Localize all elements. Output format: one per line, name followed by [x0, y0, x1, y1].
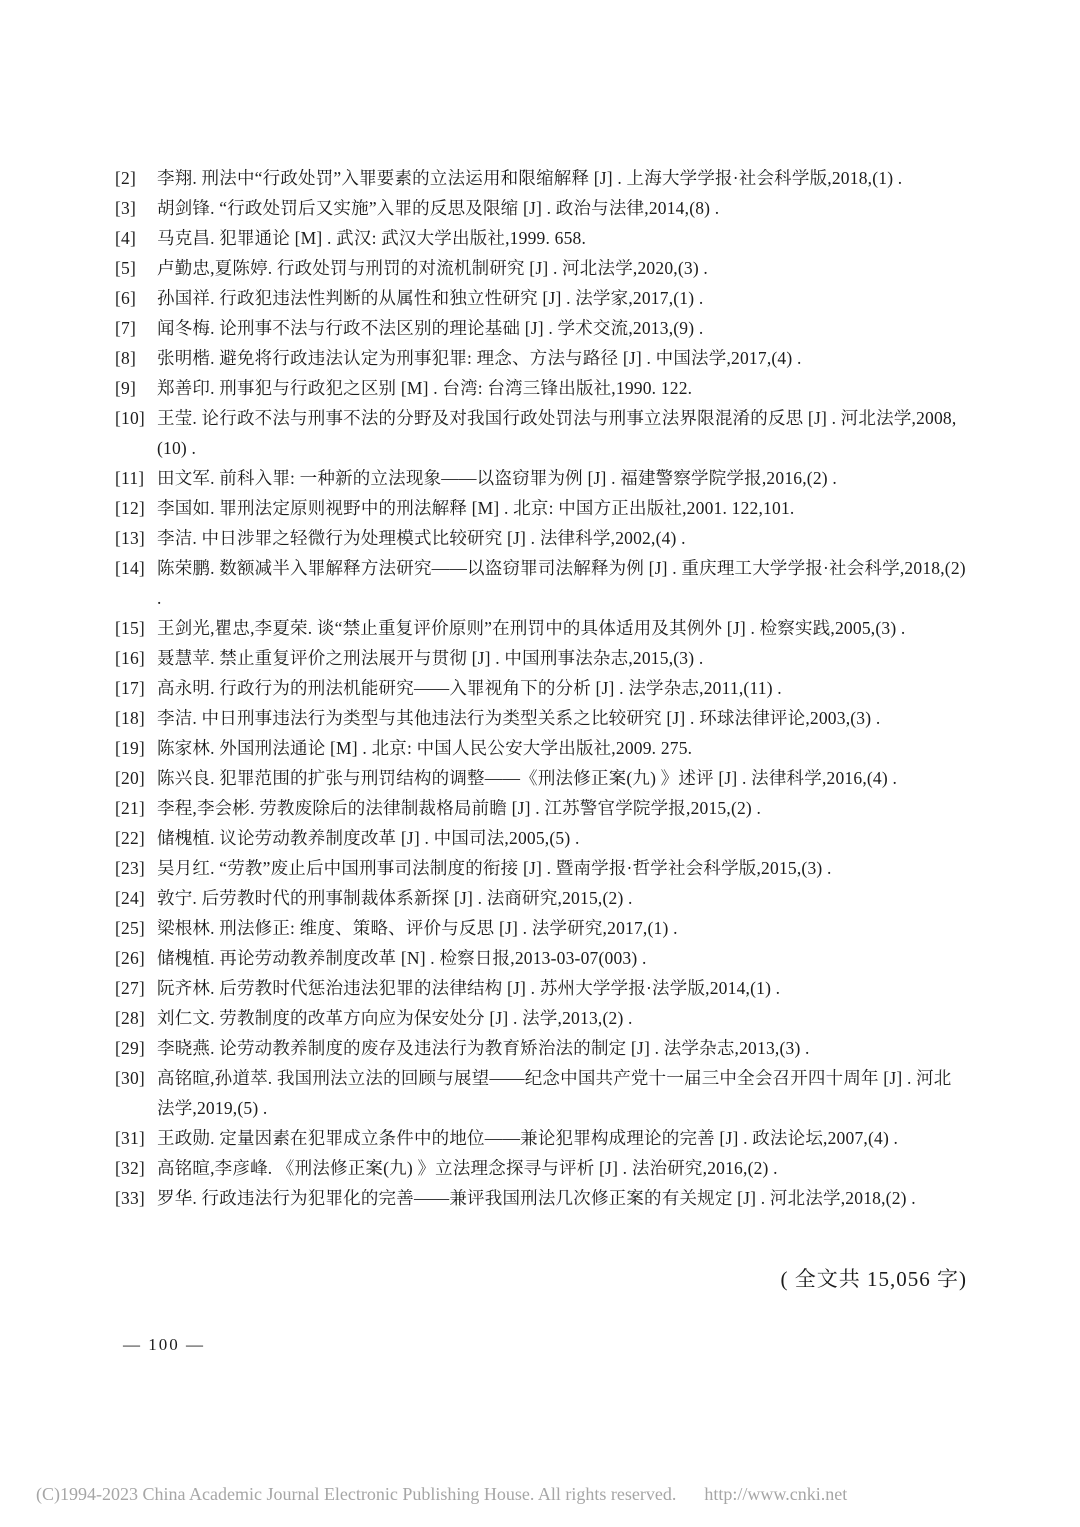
reference-text: 梁根林. 刑法修正: 维度、策略、评价与反思 [J] . 法学研究,2017,(1) . [157, 918, 678, 938]
reference-item [115, 913, 967, 943]
reference-number: [23] [115, 858, 145, 878]
reference-text: 李翔. 刑法中“行政处罚”入罪要素的立法运用和限缩解释 [J] . 上海大学学报·社会科学版,2018,(1) . [157, 168, 903, 188]
reference-text: 李洁. 中日刑事违法行为类型与其他违法行为类型关系之比较研究 [J] . 环球法律评论,2003,(3) . [157, 708, 881, 728]
reference-text: 高永明. 行政行为的刑法机能研究——入罪视角下的分析 [J] . 法学杂志,2011,(11) . [157, 678, 782, 698]
reference-text: 马克昌. 犯罪通论 [M] . 武汉: 武汉大学出版社,1999. 658. [157, 228, 587, 248]
reference-number: [6] [115, 288, 137, 308]
reference-text: 王莹. 论行政不法与刑事不法的分野及对我国行政处罚法与刑事立法界限混淆的反思 [J] . 河北法学,2008,(10) . [157, 408, 957, 458]
reference-item [115, 943, 967, 973]
reference-number: [13] [115, 528, 145, 548]
reference-number: [15] [115, 618, 145, 638]
reference-text: 储槐植. 议论劳动教养制度改革 [J] . 中国司法,2005,(5) . [157, 828, 580, 848]
reference-item [115, 733, 967, 763]
reference-number: [9] [115, 378, 137, 398]
reference-text: 王剑光,瞿忠,李夏荣. 谈“禁止重复评价原则”在刑罚中的具体适用及其例外 [J] . 检察实践,2005,(3) . [157, 618, 906, 638]
reference-number: [3] [115, 198, 137, 218]
cnki-footer [36, 1484, 1056, 1505]
reference-number: [27] [115, 978, 145, 998]
reference-text: 李晓燕. 论劳动教养制度的废存及违法行为教育矫治法的制定 [J] . 法学杂志,2013,(3) . [157, 1038, 810, 1058]
reference-text: 孙国祥. 行政犯违法性判断的从属性和独立性研究 [J] . 法学家,2017,(1) . [157, 288, 704, 308]
reference-item [115, 1033, 967, 1063]
reference-text: 田文军. 前科入罪: 一种新的立法现象——以盗窃罪为例 [J] . 福建警察学院学报,2016,(2) . [157, 468, 837, 488]
reference-number: [20] [115, 768, 145, 788]
reference-text: 高铭暄,李彦峰. 《刑法修正案(九) 》立法理念探寻与评析 [J] . 法治研究,2016,(2) . [157, 1158, 778, 1178]
reference-item [115, 313, 967, 343]
reference-number: [12] [115, 498, 145, 518]
reference-number: [19] [115, 738, 145, 758]
reference-number: [26] [115, 948, 145, 968]
reference-number: [16] [115, 648, 145, 668]
reference-number: [11] [115, 468, 145, 488]
reference-item [115, 523, 967, 553]
reference-number: [10] [115, 408, 145, 428]
reference-text: 吴月红. “劳教”废止后中国刑事司法制度的衔接 [J] . 暨南学报·哲学社会科学版,2015,(3) . [157, 858, 832, 878]
reference-number: [24] [115, 888, 145, 908]
reference-item [115, 553, 967, 613]
reference-number: [17] [115, 678, 145, 698]
reference-text: 陈荣鹏. 数额减半入罪解释方法研究——以盗窃罪司法解释为例 [J] . 重庆理工大学学报·社会科学,2018,(2) . [157, 558, 966, 608]
reference-number: [25] [115, 918, 145, 938]
reference-number: [14] [115, 558, 145, 578]
reference-number: [30] [115, 1068, 145, 1088]
reference-item [115, 1123, 967, 1153]
reference-number: [33] [115, 1188, 145, 1208]
reference-text: 胡剑锋. “行政处罚后又实施”入罪的反思及限缩 [J] . 政治与法律,2014,(8) . [157, 198, 720, 218]
reference-text: 张明楷. 避免将行政违法认定为刑事犯罪: 理念、方法与路径 [J] . 中国法学,2017,(4) . [157, 348, 802, 368]
cnki-url: http://www.cnki.net [704, 1484, 848, 1504]
reference-text: 敦宁. 后劳教时代的刑事制裁体系新探 [J] . 法商研究,2015,(2) . [157, 888, 633, 908]
reference-number: [28] [115, 1008, 145, 1028]
reference-text: 刘仁文. 劳教制度的改革方向应为保安处分 [J] . 法学,2013,(2) . [157, 1008, 633, 1028]
reference-number: [2] [115, 168, 137, 188]
reference-item [115, 1153, 967, 1183]
reference-item [115, 193, 967, 223]
reference-number: [32] [115, 1158, 145, 1178]
reference-number: [21] [115, 798, 145, 818]
reference-item [115, 1183, 967, 1213]
reference-item [115, 163, 967, 193]
references-section [115, 163, 967, 1355]
reference-item [115, 493, 967, 523]
reference-text: 李程,李会彬. 劳教废除后的法律制裁格局前瞻 [J] . 江苏警官学院学报,2015,(2) . [157, 798, 762, 818]
reference-item [115, 373, 967, 403]
page-number: — 100 — [123, 1335, 205, 1354]
reference-item [115, 973, 967, 1003]
reference-text: 王政勋. 定量因素在犯罪成立条件中的地位——兼论犯罪构成理论的完善 [J] . 政法论坛,2007,(4) . [157, 1128, 899, 1148]
word-count-note: ( 全文共 15,056 字) [780, 1267, 967, 1291]
reference-number: [5] [115, 258, 137, 278]
reference-text: 阮齐林. 后劳教时代惩治违法犯罪的法律结构 [J] . 苏州大学学报·法学版,2014,(1) . [157, 978, 781, 998]
reference-number: [31] [115, 1128, 145, 1148]
reference-list [115, 163, 967, 1213]
reference-text: 陈家林. 外国刑法通论 [M] . 北京: 中国人民公安大学出版社,2009. 275. [157, 738, 693, 758]
reference-item [115, 253, 967, 283]
reference-number: [18] [115, 708, 145, 728]
reference-number: [22] [115, 828, 145, 848]
reference-text: 储槐植. 再论劳动教养制度改革 [N] . 检察日报,2013-03-07(003) . [157, 948, 647, 968]
reference-text: 李国如. 罪刑法定原则视野中的刑法解释 [M] . 北京: 中国方正出版社,2001. 122,101. [157, 498, 795, 518]
reference-number: [29] [115, 1038, 145, 1058]
reference-text: 李洁. 中日涉罪之轻微行为处理模式比较研究 [J] . 法律科学,2002,(4) . [157, 528, 686, 548]
reference-item [115, 763, 967, 793]
reference-item [115, 343, 967, 373]
reference-text: 陈兴良. 犯罪范围的扩张与刑罚结构的调整——《刑法修正案(九) 》述评 [J] . 法律科学,2016,(4) . [157, 768, 898, 788]
reference-text: 闻冬梅. 论刑事不法与行政不法区别的理论基础 [J] . 学术交流,2013,(9) . [157, 318, 704, 338]
reference-item [115, 793, 967, 823]
reference-item [115, 613, 967, 643]
reference-item [115, 463, 967, 493]
reference-text: 卢勤忠,夏陈婷. 行政处罚与刑罚的对流机制研究 [J] . 河北法学,2020,(3) . [157, 258, 708, 278]
reference-item [115, 1063, 967, 1123]
reference-item [115, 403, 967, 463]
reference-item [115, 1003, 967, 1033]
reference-item [115, 883, 967, 913]
reference-text: 郑善印. 刑事犯与行政犯之区别 [M] . 台湾: 台湾三锋出版社,1990. 122. [157, 378, 693, 398]
reference-item [115, 703, 967, 733]
reference-item [115, 283, 967, 313]
reference-item [115, 673, 967, 703]
reference-number: [4] [115, 228, 137, 248]
reference-text: 罗华. 行政违法行为犯罪化的完善——兼评我国刑法几次修正案的有关规定 [J] . 河北法学,2018,(2) . [157, 1188, 916, 1208]
reference-number: [7] [115, 318, 137, 338]
reference-item [115, 223, 967, 253]
reference-number: [8] [115, 348, 137, 368]
reference-item [115, 853, 967, 883]
reference-item [115, 823, 967, 853]
reference-text: 高铭暄,孙道萃. 我国刑法立法的回顾与展望——纪念中国共产党十一届三中全会召开四十周年 [J] . 河北法学,2019,(5) . [157, 1068, 952, 1118]
reference-item [115, 643, 967, 673]
reference-text: 聂慧苹. 禁止重复评价之刑法展开与贯彻 [J] . 中国刑事法杂志,2015,(3) . [157, 648, 704, 668]
copyright-text: (C)1994-2023 China Academic Journal Electronic Publishing House. All rights reserved. [36, 1484, 677, 1504]
